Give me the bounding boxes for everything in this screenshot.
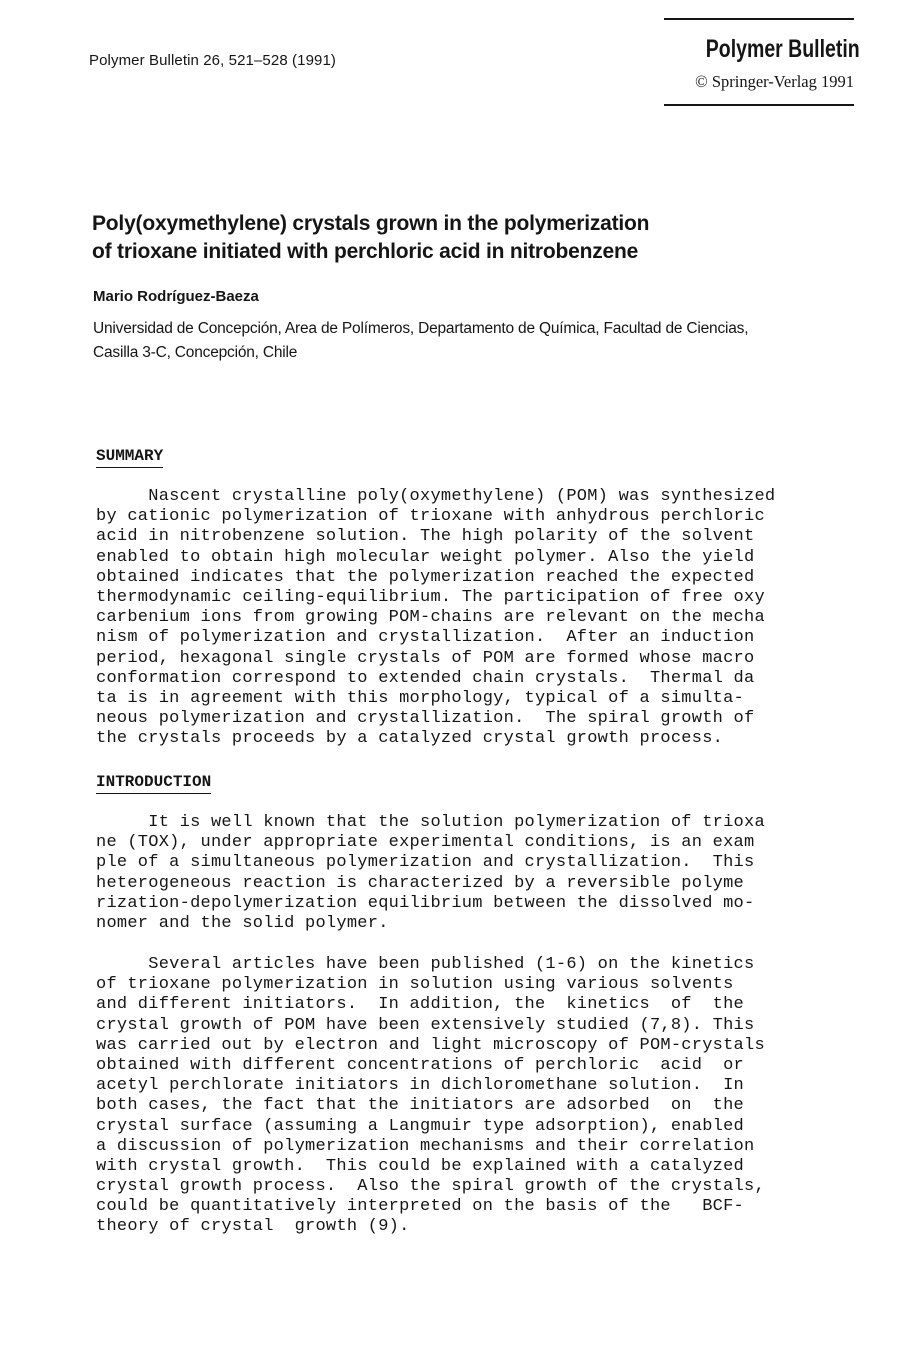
text-line: conformation correspond to extended chain crystals. Thermal da xyxy=(96,668,755,688)
introduction-paragraph-2 xyxy=(96,955,765,1238)
text-line: obtained indicates that the polymerization reached the expected xyxy=(96,567,755,587)
title-line: of trioxane initiated with perchloric acid in nitrobenzene xyxy=(92,240,639,263)
summary-heading xyxy=(96,446,163,468)
text-line: crystal growth process. Also the spiral growth of the crystals, xyxy=(96,1177,765,1197)
text-line: crystal growth of POM have been extensively studied (7,8). This xyxy=(96,1015,755,1035)
introduction-heading xyxy=(96,772,211,794)
text-line: obtained with different concentrations of perchloric acid or xyxy=(96,1055,745,1075)
text-line: the crystals proceeds by a catalyzed crystal growth process. xyxy=(96,729,724,749)
text-line: period, hexagonal single crystals of POM are formed whose macro xyxy=(96,648,755,668)
text-line: could be quantitatively interpreted on the basis of the BCF- xyxy=(96,1197,745,1217)
text-line: heterogeneous reaction is characterized by a reversible polyme xyxy=(96,873,745,893)
text-line: a discussion of polymerization mechanisms and their correlation xyxy=(96,1136,755,1156)
journal-masthead xyxy=(664,18,860,106)
text-line: ta is in agreement with this morphology, typical of a simulta- xyxy=(96,688,745,708)
text-line: with crystal growth. This could be explained with a catalyzed xyxy=(96,1156,745,1176)
text-line: nomer and the solid polymer. xyxy=(96,913,389,933)
journal-name: Polymer Bulletin xyxy=(705,35,860,63)
text-line: crystal surface (assuming a Langmuir type adsorption), enabled xyxy=(96,1116,745,1136)
header-citation: Polymer Bulletin 26, 521–528 (1991) xyxy=(89,52,336,69)
introduction-paragraph-1 xyxy=(96,813,765,934)
text-line: ne (TOX), under appropriate experimental conditions, is an exam xyxy=(96,833,755,853)
author-affiliation xyxy=(93,317,748,365)
text-line: acid in nitrobenzene solution. The high polarity of the solvent xyxy=(96,527,755,547)
masthead-bottom-rule xyxy=(664,104,854,106)
text-line: both cases, the fact that the initiators are adsorbed on the xyxy=(96,1096,745,1116)
article-title xyxy=(92,210,649,266)
copyright-notice: © Springer-Verlag 1991 xyxy=(695,72,854,91)
text-line: rization-depolymerization equilibrium between the dissolved mo- xyxy=(96,893,755,913)
text-line: acetyl perchlorate initiators in dichloromethane solution. In xyxy=(96,1076,745,1096)
introduction-heading-text: INTRODUCTION xyxy=(96,772,211,794)
text-line: was carried out by electron and light microscopy of POM-crystals xyxy=(96,1035,765,1055)
summary-heading-text: SUMMARY xyxy=(96,446,163,468)
text-line: It is well known that the solution polymerization of trioxa xyxy=(96,813,765,832)
text-line: neous polymerization and crystallization. The spiral growth of xyxy=(96,709,755,729)
text-line: thermodynamic ceiling-equilibrium. The participation of free oxy xyxy=(96,587,765,607)
masthead-top-rule xyxy=(664,18,854,20)
affiliation-line: Universidad de Concepción, Area de Polímeros, Departamento de Química, Facultad de Ciencias, xyxy=(93,320,749,337)
title-line: Poly(oxymethylene) crystals grown in the polymerization xyxy=(92,212,650,235)
affiliation-line: Casilla 3-C, Concepción, Chile xyxy=(93,344,298,361)
text-line: ple of a simultaneous polymerization and crystallization. This xyxy=(96,853,755,873)
text-line: enabled to obtain high molecular weight polymer. Also the yield xyxy=(96,547,755,567)
text-line: theory of crystal growth (9). xyxy=(96,1217,410,1237)
text-line: of trioxane polymerization in solution using various solvents xyxy=(96,975,734,995)
text-line: carbenium ions from growing POM-chains are relevant on the mecha xyxy=(96,608,765,628)
text-line: and different initiators. In addition, the kinetics of the xyxy=(96,995,745,1015)
author-name: Mario Rodríguez-Baeza xyxy=(93,288,259,305)
text-line: Nascent crystalline poly(oxymethylene) (POM) was synthesized xyxy=(96,487,776,506)
text-line: by cationic polymerization of trioxane with anhydrous perchloric xyxy=(96,507,765,527)
summary-body xyxy=(96,487,775,749)
text-line: Several articles have been published (1-6) on the kinetics xyxy=(96,955,755,974)
text-line: nism of polymerization and crystallization. After an induction xyxy=(96,628,755,648)
